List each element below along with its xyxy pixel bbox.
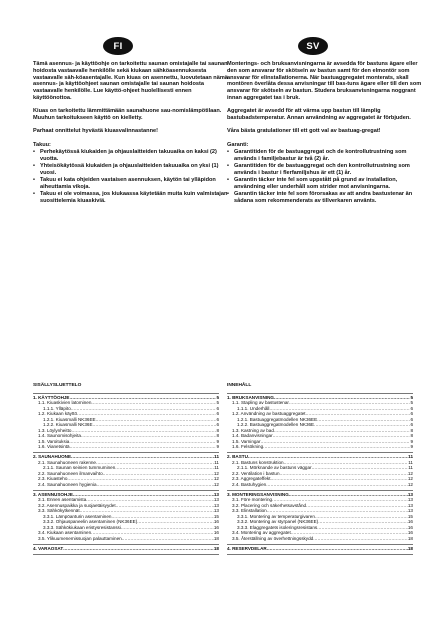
toc-entry-title: 3.5. Ylikuumenemissuojan palauttaminen: [38, 535, 122, 541]
toc-title: INNEHÅLL: [227, 383, 252, 388]
warranty-list: [227, 149, 422, 204]
toc-entry: [227, 546, 413, 552]
toc-page-number: 9: [216, 444, 219, 449]
toc-page-number: 16: [213, 524, 219, 530]
toc-entry-title: 1.1. Kiuaskivien latominen: [38, 400, 92, 405]
warranty-list: [33, 149, 228, 204]
toc-entry-title: 1. BRUKSANVISNING: [227, 394, 274, 400]
toc-dot-leader: [122, 536, 214, 542]
toc-page-number: 16: [407, 530, 413, 535]
swedish-column: [227, 61, 422, 205]
toc-page-number: 18: [213, 545, 219, 551]
toc-page-number: 9: [410, 444, 413, 449]
toc-page-number: 12: [213, 470, 219, 476]
toc-page-number: 18: [407, 535, 413, 541]
toc-page-number: 12: [407, 470, 413, 476]
toc-section: [227, 394, 413, 454]
toc-page-number: 15: [407, 513, 413, 519]
toc-page-number: 16: [407, 524, 413, 530]
toc-entry-title: 1.1.1. Underhåll: [237, 405, 270, 411]
toc-dot-leader: [267, 546, 408, 552]
toc-entry-title: 1.2.1. Kiuasmalli NK36EE: [43, 416, 96, 422]
intro-paragraph: Monterings- och bruksanvisningarna är avsedda för bastuns ägare eller den som ansvarar för skötseln av bastun samt för den elmontör som ansvarar för elinstallationerna. När bastuaggregatet monterats, skall montören överlåta dessa anvisningar till bas-tuns ägare eller till den som ansvarar för skötseln av bastun. Studera bruksanvisningarna noggrant innan aggregatet tas i bruk.: [227, 61, 422, 101]
toc-page-number: 6: [216, 411, 219, 416]
toc-section: [33, 394, 219, 454]
toc-section: [227, 491, 413, 545]
toc-entry-title: 2. SAUNAHUONE: [33, 454, 72, 459]
toc-page-number: 6: [410, 411, 413, 416]
toc-page-number: 13: [407, 508, 413, 513]
toc-page-number: 11: [408, 454, 413, 459]
toc-entry-title: 2.3. Kiuasteho: [38, 476, 68, 481]
warranty-item: • Perhekäytössä kiukaiden ja ohjauslaitteiden takuuaika on kaksi (2) vuotta.: [33, 149, 228, 163]
toc-page-number: 13: [213, 491, 219, 497]
toc-dot-leader: [313, 536, 408, 542]
toc-page-number: 16: [213, 530, 219, 535]
toc-page-number: 12: [213, 481, 219, 487]
toc-page-number: 12: [213, 476, 219, 481]
toc-page-number: 11: [214, 459, 219, 465]
warranty-heading: Garanti:: [227, 141, 249, 148]
toc-entry: [33, 546, 219, 552]
toc-entry-title: 3. ASENNUSOHJE: [33, 491, 73, 497]
finnish-column: [33, 61, 228, 205]
toc-entry-title: 3.4. Kiukaan asentaminen: [38, 530, 92, 535]
toc-entry-title: 2.4. Saunahuoneen hygienia: [38, 481, 97, 487]
toc-entry-title: 2.2. Ventilation i bastun: [232, 470, 280, 476]
toc-entry-title: 3.5. Återställning av överhettningsskydd: [232, 535, 314, 541]
congratulations-line: Parhaat onnittelut hyvästä kiuasvalinnastanne!: [33, 128, 158, 135]
toc-entry-title: 3.1. Före montering: [232, 497, 273, 502]
toc-page-number: 16: [407, 519, 413, 524]
toc-page-number: 16: [213, 519, 219, 524]
toc-page-number: 6: [410, 405, 413, 411]
toc-entry-title: 2. BASTU: [227, 454, 248, 459]
toc-dot-leader: [266, 482, 408, 488]
table-of-contents-fi: [33, 383, 219, 555]
toc-entry-title: 1.5. Varoituksia: [38, 438, 70, 444]
toc-entry-title: 1.2. Användning av bastuaggregatet: [232, 411, 306, 416]
congratulations-line: Våra bästa gratulationer till ett gott val av bastuag-gregat!: [227, 128, 381, 135]
toc-entry-title: 1.2.2. Kiuasmalli NK36E: [43, 422, 93, 427]
warranty-item: • Garantin täcker inte fel som förorsakas av att andra bastustenar än sådana som rekommenderats av tillverkaren använts.: [227, 191, 422, 205]
toc-entry-title: 3.4. Montering av aggregatet: [232, 530, 291, 535]
toc-page-number: 8: [410, 427, 413, 433]
toc-entry-title: 1.6. Vianetsintä: [38, 444, 70, 449]
toc-entry-title: 3.1. Ennen asentamista: [38, 497, 87, 502]
toc-page-number: 11: [214, 465, 219, 470]
toc-section: [33, 491, 219, 545]
toc-entry-title: 1.1. Stapling av bastustenar: [232, 400, 289, 405]
toc-entries: [33, 393, 219, 555]
toc-entry-title: 4. RESERVDELAR: [227, 545, 267, 551]
toc-entry-title: 1.4. Saunomisohjeita: [38, 433, 81, 438]
toc-entry-title: 2.2. Saunahuoneen ilmanvaihto: [38, 470, 103, 476]
toc-page-number: 13: [213, 508, 219, 513]
warranty-heading: Takuu:: [33, 141, 51, 148]
toc-entry-title: 1.2.1. Bastuaggregatmodellen NK36EE: [237, 416, 318, 422]
toc-page-number: 6: [216, 416, 219, 422]
toc-entry: [227, 536, 413, 542]
toc-page-number: 9: [216, 438, 219, 444]
toc-page-number: 11: [408, 465, 413, 470]
toc-page-number: 6: [410, 422, 413, 427]
toc-page-number: 18: [407, 545, 413, 551]
toc-dot-leader: [70, 444, 217, 450]
toc-entry: [33, 482, 219, 488]
toc-entry-title: 1.2. Kiukaan käyttö: [38, 411, 78, 416]
toc-entry-title: 2.1. Saunahuoneen rakenne: [38, 459, 96, 465]
toc-page-number: 13: [407, 491, 413, 497]
warranty-item: • Garantitiden för de bastuaggregat och den kontrollutrustning som används i bastur i flerfamiljshus är ett (1) år.: [227, 163, 422, 177]
toc-entry-title: 3.3.2. Montering av styrpanel (NK36EE): [237, 519, 319, 524]
toc-section: [33, 545, 219, 555]
warranty-item: • Yhteisökäytössä kiukaiden ja ohjauslaitteiden takuuaika on yksi (1) vuosi.: [33, 163, 228, 177]
toc-entry-title: 3.3.1. Montering av temperaturgivaren: [237, 513, 315, 519]
toc-page-number: 6: [410, 416, 413, 422]
toc-entry-title: 1.1.1. Ylläpito: [43, 405, 71, 411]
toc-entry-title: 1.3. Löylynheitto: [38, 427, 72, 433]
toc-entry-title: 3.3.3. Elaggregatets isoleringsresistans: [237, 524, 318, 530]
toc-entry-title: 3.3.1. Lämpöanturin asentaminen: [43, 513, 112, 519]
language-badge-fi: FI: [103, 37, 133, 55]
toc-dot-leader: [97, 482, 214, 488]
toc-entry-title: 1.3. Kastning av bad: [232, 427, 274, 433]
toc-entry-title: 1.5. Varningar: [232, 438, 261, 444]
table-of-contents-sv: [227, 383, 413, 555]
toc-entry-title: 2.1. Bastuns konstruktion: [232, 459, 284, 465]
toc-page-number: 11: [408, 459, 413, 465]
toc-entry-title: 1.2.2. Bastuaggregatmodellen NK36E: [237, 422, 315, 427]
toc-entry-title: 3.3. Elinstallation: [232, 508, 267, 513]
warranty-item: • Takuu ei ole voimassa, jos kiukaassa käytetään muita kuin valmistajan suosittelemia kiuaskiviä.: [33, 191, 228, 205]
toc-page-number: 5: [216, 400, 219, 405]
toc-entry-title: 3.2. Asennuspaikka ja suojaetäisyydet: [38, 502, 116, 508]
toc-dot-leader: [63, 546, 214, 552]
language-badge-sv: SV: [298, 37, 328, 55]
toc-section: [33, 453, 219, 491]
toc-page-number: 13: [213, 502, 219, 508]
toc-entry-title: 2.3. Aggregateffekt: [232, 476, 271, 481]
toc-page-number: 18: [213, 535, 219, 541]
toc-entry-title: 1. KÄYTTÖOHJE: [33, 394, 70, 400]
toc-page-number: 15: [213, 513, 219, 519]
toc-entry-title: 3. MONTERINGSANVISNING: [227, 491, 289, 497]
toc-page-number: 6: [216, 405, 219, 411]
toc-entry: [227, 444, 413, 450]
toc-page-number: 8: [410, 433, 413, 438]
toc-page-number: 11: [214, 454, 219, 459]
toc-page-number: 8: [216, 427, 219, 433]
toc-entry: [33, 536, 219, 542]
toc-page-number: 9: [410, 438, 413, 444]
purpose-paragraph: Kiuas on tarkoitettu lämmittämään saunahuone sau-nomislämpötilaan. Muuhun tarkoitukseen käyttö on kielletty.: [33, 108, 222, 122]
toc-entries: [227, 393, 413, 555]
toc-entry-title: 3.2. Placering och säkerhetsavstånd: [232, 502, 307, 508]
toc-entry-title: 1.4. Badanvisningar: [232, 433, 273, 438]
toc-entry: [33, 444, 219, 450]
toc-entry-title: 3.3.2. Ohjauspaneelin asentaminen (NK36EE): [43, 519, 138, 524]
toc-page-number: 5: [410, 400, 413, 405]
intro-paragraph: Tämä asennus- ja käyttöohje on tarkoitettu saunan omistajalle tai saunan hoidosta vastaavalle henkilölle sekä kiukaan sähköasennuksesta vastaavalle säh-köasentajalle. Kun kiuas on asennettu, luovutetaan nämä asennus- ja käyttöohjeet saunan omistajalle tai saunan hoidosta vastaavalle henkilölle. Lue käyttö-ohjeet huolellisesti ennen käyttöönottoa.: [33, 61, 228, 101]
toc-page-number: 5: [216, 394, 219, 400]
toc-entry-title: 2.1.1. Saunan seinien tummuminen: [43, 465, 116, 470]
toc-page-number: 5: [410, 394, 413, 400]
purpose-paragraph: Aggregatet är avsedd för att värma upp bastun till lämplig bastubadstemperatur. Annan användning av aggregatet är förbjuden.: [227, 108, 411, 122]
toc-page-number: 12: [407, 481, 413, 487]
toc-entry-title: 3.3. Sähkökytkennät: [38, 508, 80, 513]
toc-section: [227, 545, 413, 555]
toc-section: [227, 453, 413, 491]
toc-title: SISÄLLYSLUETTELO: [33, 383, 82, 388]
toc-entry-title: 4. VARAOSAT: [33, 545, 64, 551]
toc-page-number: 6: [216, 422, 219, 427]
toc-page-number: 13: [407, 502, 413, 508]
toc-page-number: 13: [213, 497, 219, 502]
warranty-item: • Garantitiden för de bastuaggregat och de kontrollutrustning som används i familjebastur är två (2) år.: [227, 149, 422, 163]
toc-page-number: 8: [216, 433, 219, 438]
toc-page-number: 13: [407, 497, 413, 502]
toc-dot-leader: [263, 444, 410, 450]
toc-entry-title: 1.6. Felsökning: [232, 444, 264, 449]
toc-entry: [227, 482, 413, 488]
toc-entry-title: 3.3.3. Sähkökiukaan eristysresistanssi: [43, 524, 121, 530]
toc-entry-title: 2.1.1. Mörknande av bastuns väggar: [237, 465, 312, 470]
toc-entry-title: 2.4. Bastuhygien: [232, 481, 267, 487]
warranty-item: • Garantin täcker inte fel som uppstått på grund av installation, användning eller underhåll som strider mot anvisningarna.: [227, 177, 422, 191]
toc-page-number: 12: [407, 476, 413, 481]
warranty-item: • Takuu ei kata ohjeiden vastaisen asennuksen, käytön tai ylläpidon aiheuttamia vikoja.: [33, 177, 228, 191]
